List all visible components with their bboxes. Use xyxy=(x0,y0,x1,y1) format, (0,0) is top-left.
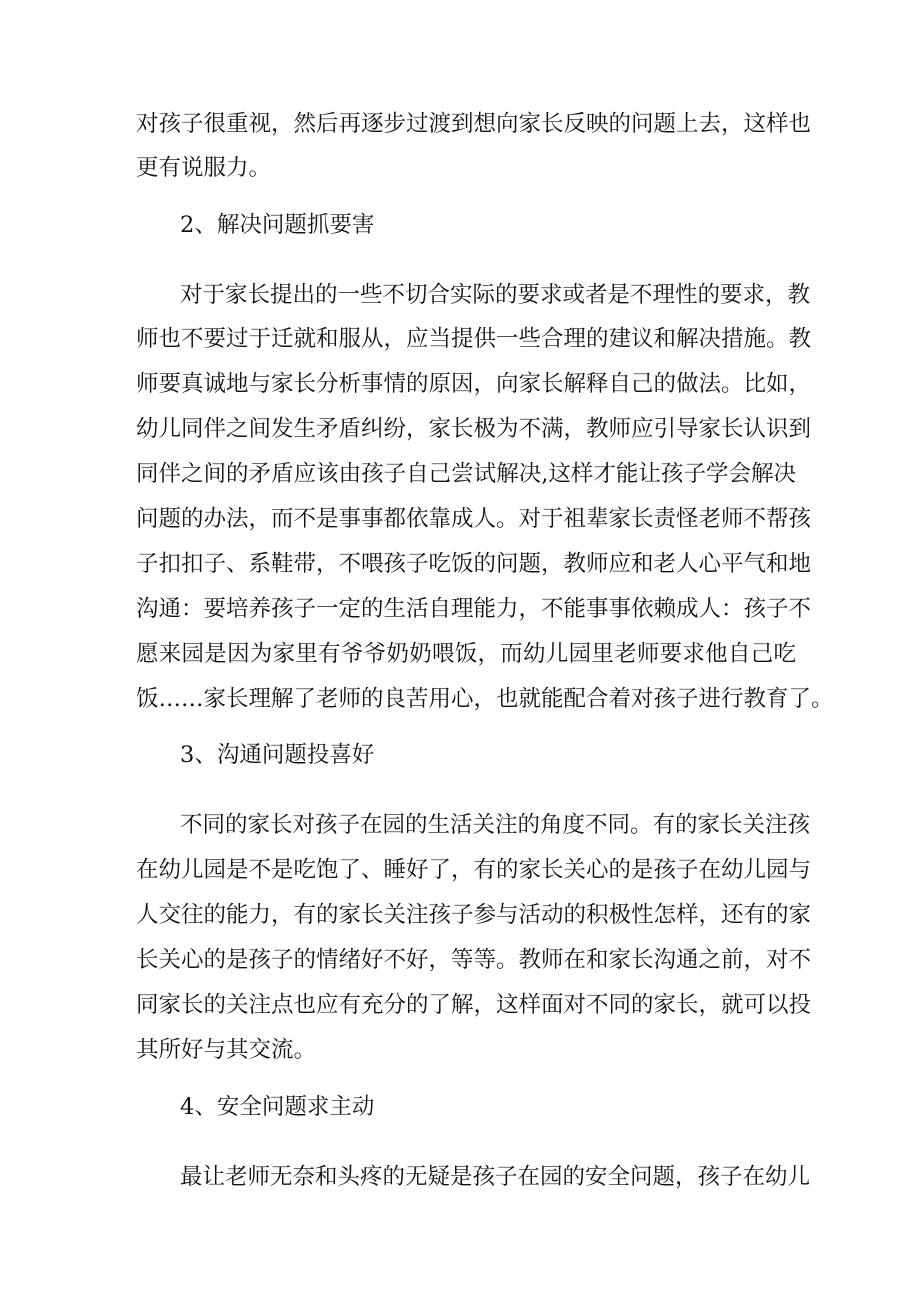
paragraph-line: 长关心的是孩子的情绪好不好，等等。教师在和家长沟通之前，对不 xyxy=(136,947,812,973)
section-heading: 2、解决问题抓要害 xyxy=(180,212,375,238)
section-heading: 4、安全问题求主动 xyxy=(180,1094,375,1120)
paragraph-line: 幼儿同伴之间发生矛盾纠纷，家长极为不满，教师应引导家长认识到 xyxy=(136,416,812,442)
paragraph-line: 饭……家长理解了老师的良苦用心，也就能配合着对孩子进行教育了。 xyxy=(136,686,834,712)
paragraph-line: 在幼儿园是不是吃饱了、睡好了，有的家长关心的是孩子在幼儿园与 xyxy=(136,857,812,883)
paragraph-line: 问题的办法，而不是事事都依靠成人。对于祖辈家长责怪老师不帮孩 xyxy=(136,506,812,532)
paragraph-line: 人交往的能力，有的家长关注孩子参与活动的积极性怎样，还有的家 xyxy=(136,902,812,928)
paragraph-line: 愿来园是因为家里有爷爷奶奶喂饭，而幼儿园里老师要求他自己吃 xyxy=(136,641,796,667)
paragraph-line: 更有说服力。 xyxy=(136,155,272,181)
section-heading: 3、沟通问题投喜好 xyxy=(180,742,375,768)
paragraph-line: 最让老师无奈和头疼的无疑是孩子在园的安全问题，孩子在幼儿 xyxy=(180,1164,811,1190)
paragraph-line: 同伴之间的矛盾应该由孩子自己尝试解决,这样才能让孩子学会解决 xyxy=(136,461,796,487)
paragraph-line: 对于家长提出的一些不切合实际的要求或者是不理性的要求，教 xyxy=(180,282,811,308)
paragraph-line: 不同的家长对孩子在园的生活关注的角度不同。有的家长关注孩 xyxy=(180,812,811,838)
paragraph-line: 其所好与其交流。 xyxy=(136,1037,317,1063)
paragraph-line: 师要真诚地与家长分析事情的原因，向家长解释自己的做法。比如， xyxy=(136,371,812,397)
paragraph-line: 子扣扣子、系鞋带，不喂孩子吃饭的问题，教师应和老人心平气和地 xyxy=(136,551,812,577)
paragraph-line: 同家长的关注点也应有充分的了解，这样面对不同的家长，就可以投 xyxy=(136,992,812,1018)
paragraph-line: 沟通：要培养孩子一定的生活自理能力，不能事事依赖成人：孩子不 xyxy=(136,596,812,622)
paragraph-line: 师也不要过于迁就和服从，应当提供一些合理的建议和解决措施。教 xyxy=(136,326,812,352)
paragraph-line: 对孩子很重视，然后再逐步过渡到想向家长反映的问题上去，这样也 xyxy=(136,111,812,137)
